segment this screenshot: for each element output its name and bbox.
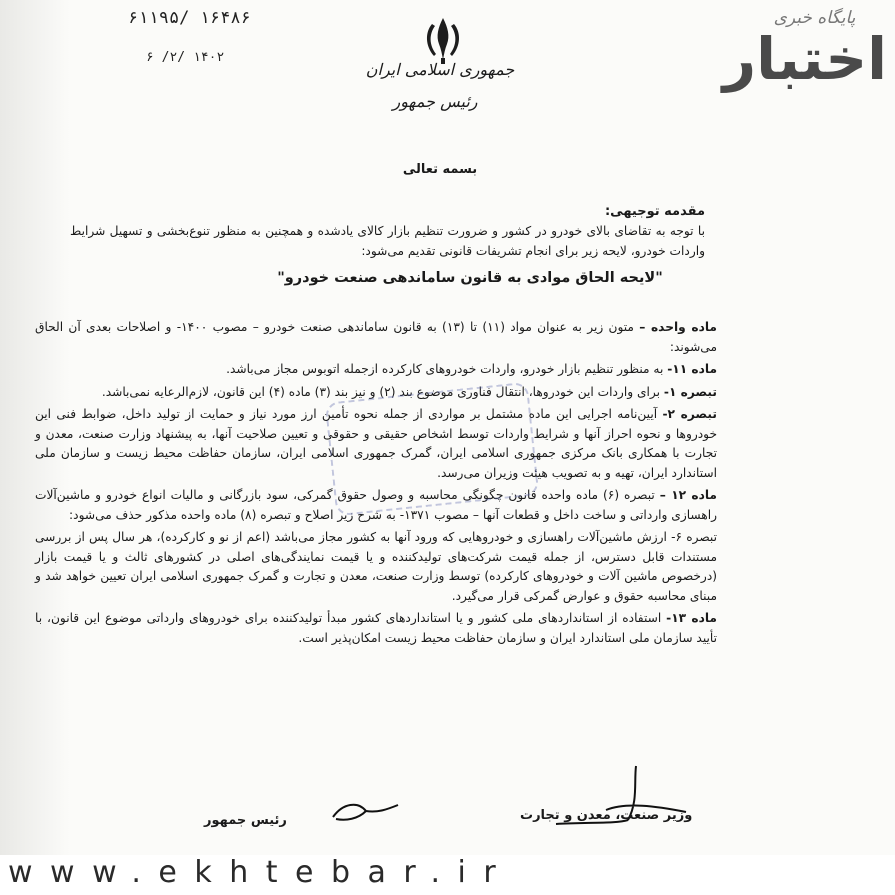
note-text: آیین‌نامه اجرایی این ماده مشتمل بر مواردی از جمله نحوه تأمین ارز مورد نیاز و حمایت از تولید داخل، ضوابط فنی این خودروها و نحوه احراز آنها و شرایط واردات توسط اشخاص حقیقی و حقوقی و تعیین صلاحیت آنها، به پیشنهاد وزارت صنعت، معدن و تجارت با همکاری بانک مرکزی جمهوری اسلامی ایران، گمرک جمهوری اسلامی ایران، سازمان حفاظت محیط زیست و سازمان ملی استاندارد ایران، تهیه و به تصویب هیئت وزیران می‌رسد. [35,407,717,480]
article-text: استفاده از استانداردهای ملی کشور و یا استانداردهای کشور مبدأ تولیدکننده برای خودروهای وارداتی موضوع این قانون، با تأیید سازمان ملی استاندارد ایران و سازمان حفاظت محیط زیست امکان‌پذیر است. [35,611,717,645]
iran-emblem-icon [420,14,466,66]
site-logo [722,8,887,118]
article-single [35,318,717,357]
footer-url: www.ekhtebar.ir [8,855,514,890]
header-president: رئیس جمهور [392,92,478,111]
note-text: تبصره ۶- ارزش ماشین‌آلات راهسازی و خودروهایی که ورود آنها به کشور مجاز می‌باشد (اعم از نو و کارکرده)، هر سال پس از بررسی مستندات قابل دسترس، از جمله قیمت شرکت‌های تولیدکننده و یا قیمت نمایندگی‌های اصلی در کشورهای ثالث و یا قیمت بازار (درخصوص ماشین آلات و خودروهای کارکرده) توسط وزارت صنعت، معدن و تجارت و گمرک جمهوری اسلامی ایران تعیین خواهد شد و مبنای محاسبه حقوق و عوارض گمرکی قرار می‌گیرد. [35,530,718,603]
article-lead: ماده واحده – [639,320,717,334]
note-6 [35,528,717,606]
opening-invocation: بسمه تعالی [402,162,478,177]
note-text: برای واردات این خودروها، انتقال فناوری موضوع بند (۲) و نیز بند (۳) ماده (۴) این قانون، لازم‌الرعایه نمی‌باشد. [101,384,664,399]
article-text: متون زیر به عنوان مواد (۱۱) تا (۱۳) به قانون ساماندهی صنعت خودرو – مصوب ۱۴۰۰- و اصلاحات بعدی آن الحاق می‌شوند: [35,320,717,354]
bill-title: "لایحه الحاق موادی به قانون ساماندهی صنعت خودرو" [277,270,663,286]
article-lead: ماده ۱۱- [667,362,717,376]
footer-bar [0,855,895,895]
article-11 [35,360,717,380]
article-lead: ماده ۱۲ – [659,488,717,502]
article-lead: ماده ۱۳- [666,611,717,625]
intro-paragraph: با توجه به تقاضای بالای خودرو در کشور و ضرورت تنظیم بازار کالای یادشده و همچنین به منظور تنوع‌بخشی و تسهیل شرایط واردات خودرو، لایحه زیر برای انجام تشریفات قانونی تقدیم می‌شود: [70,224,705,258]
minister-title: وزیر صنعت، معدن و تجارت [520,808,693,823]
intro-heading: مقدمه توجیهی: [604,204,705,219]
logo-wordmark: اختبار [722,25,887,93]
letter-number: ۶۱۱۹۵/ ۱۶۴۸۶ [128,8,251,28]
president-title: رئیس جمهور [204,813,287,828]
logo-subtitle: پایگاه خبری [773,8,856,28]
note-lead: تبصره ۱- [663,384,717,399]
header-republic: جمهوری اسلامی ایران [365,60,515,79]
registry-stamp [325,382,540,517]
article-text: تبصره (۶) ماده واحده قانون چگونگی محاسبه و وصول حقوق گمرکی، سود بازرگانی و مالیات انواع خودرو و ماشین‌آلات راهسازی وارداتی و ساخت داخل و قطعات آنها – مصوب ۱۳۷۱- به شرح زیر اصلاح و تبصره (۸) ماده واحده مذکور حذف می‌شود: [35,488,717,522]
article-13 [35,609,717,648]
note-lead: تبصره ۲- [662,407,717,421]
article-text: به منظور تنظیم بازار خودرو، واردات خودروهای کارکرده ازجمله اتوبوس مجاز می‌باشد. [226,362,668,376]
letter-date: ۶ /۲/ ۱۴۰۲ [146,50,225,65]
